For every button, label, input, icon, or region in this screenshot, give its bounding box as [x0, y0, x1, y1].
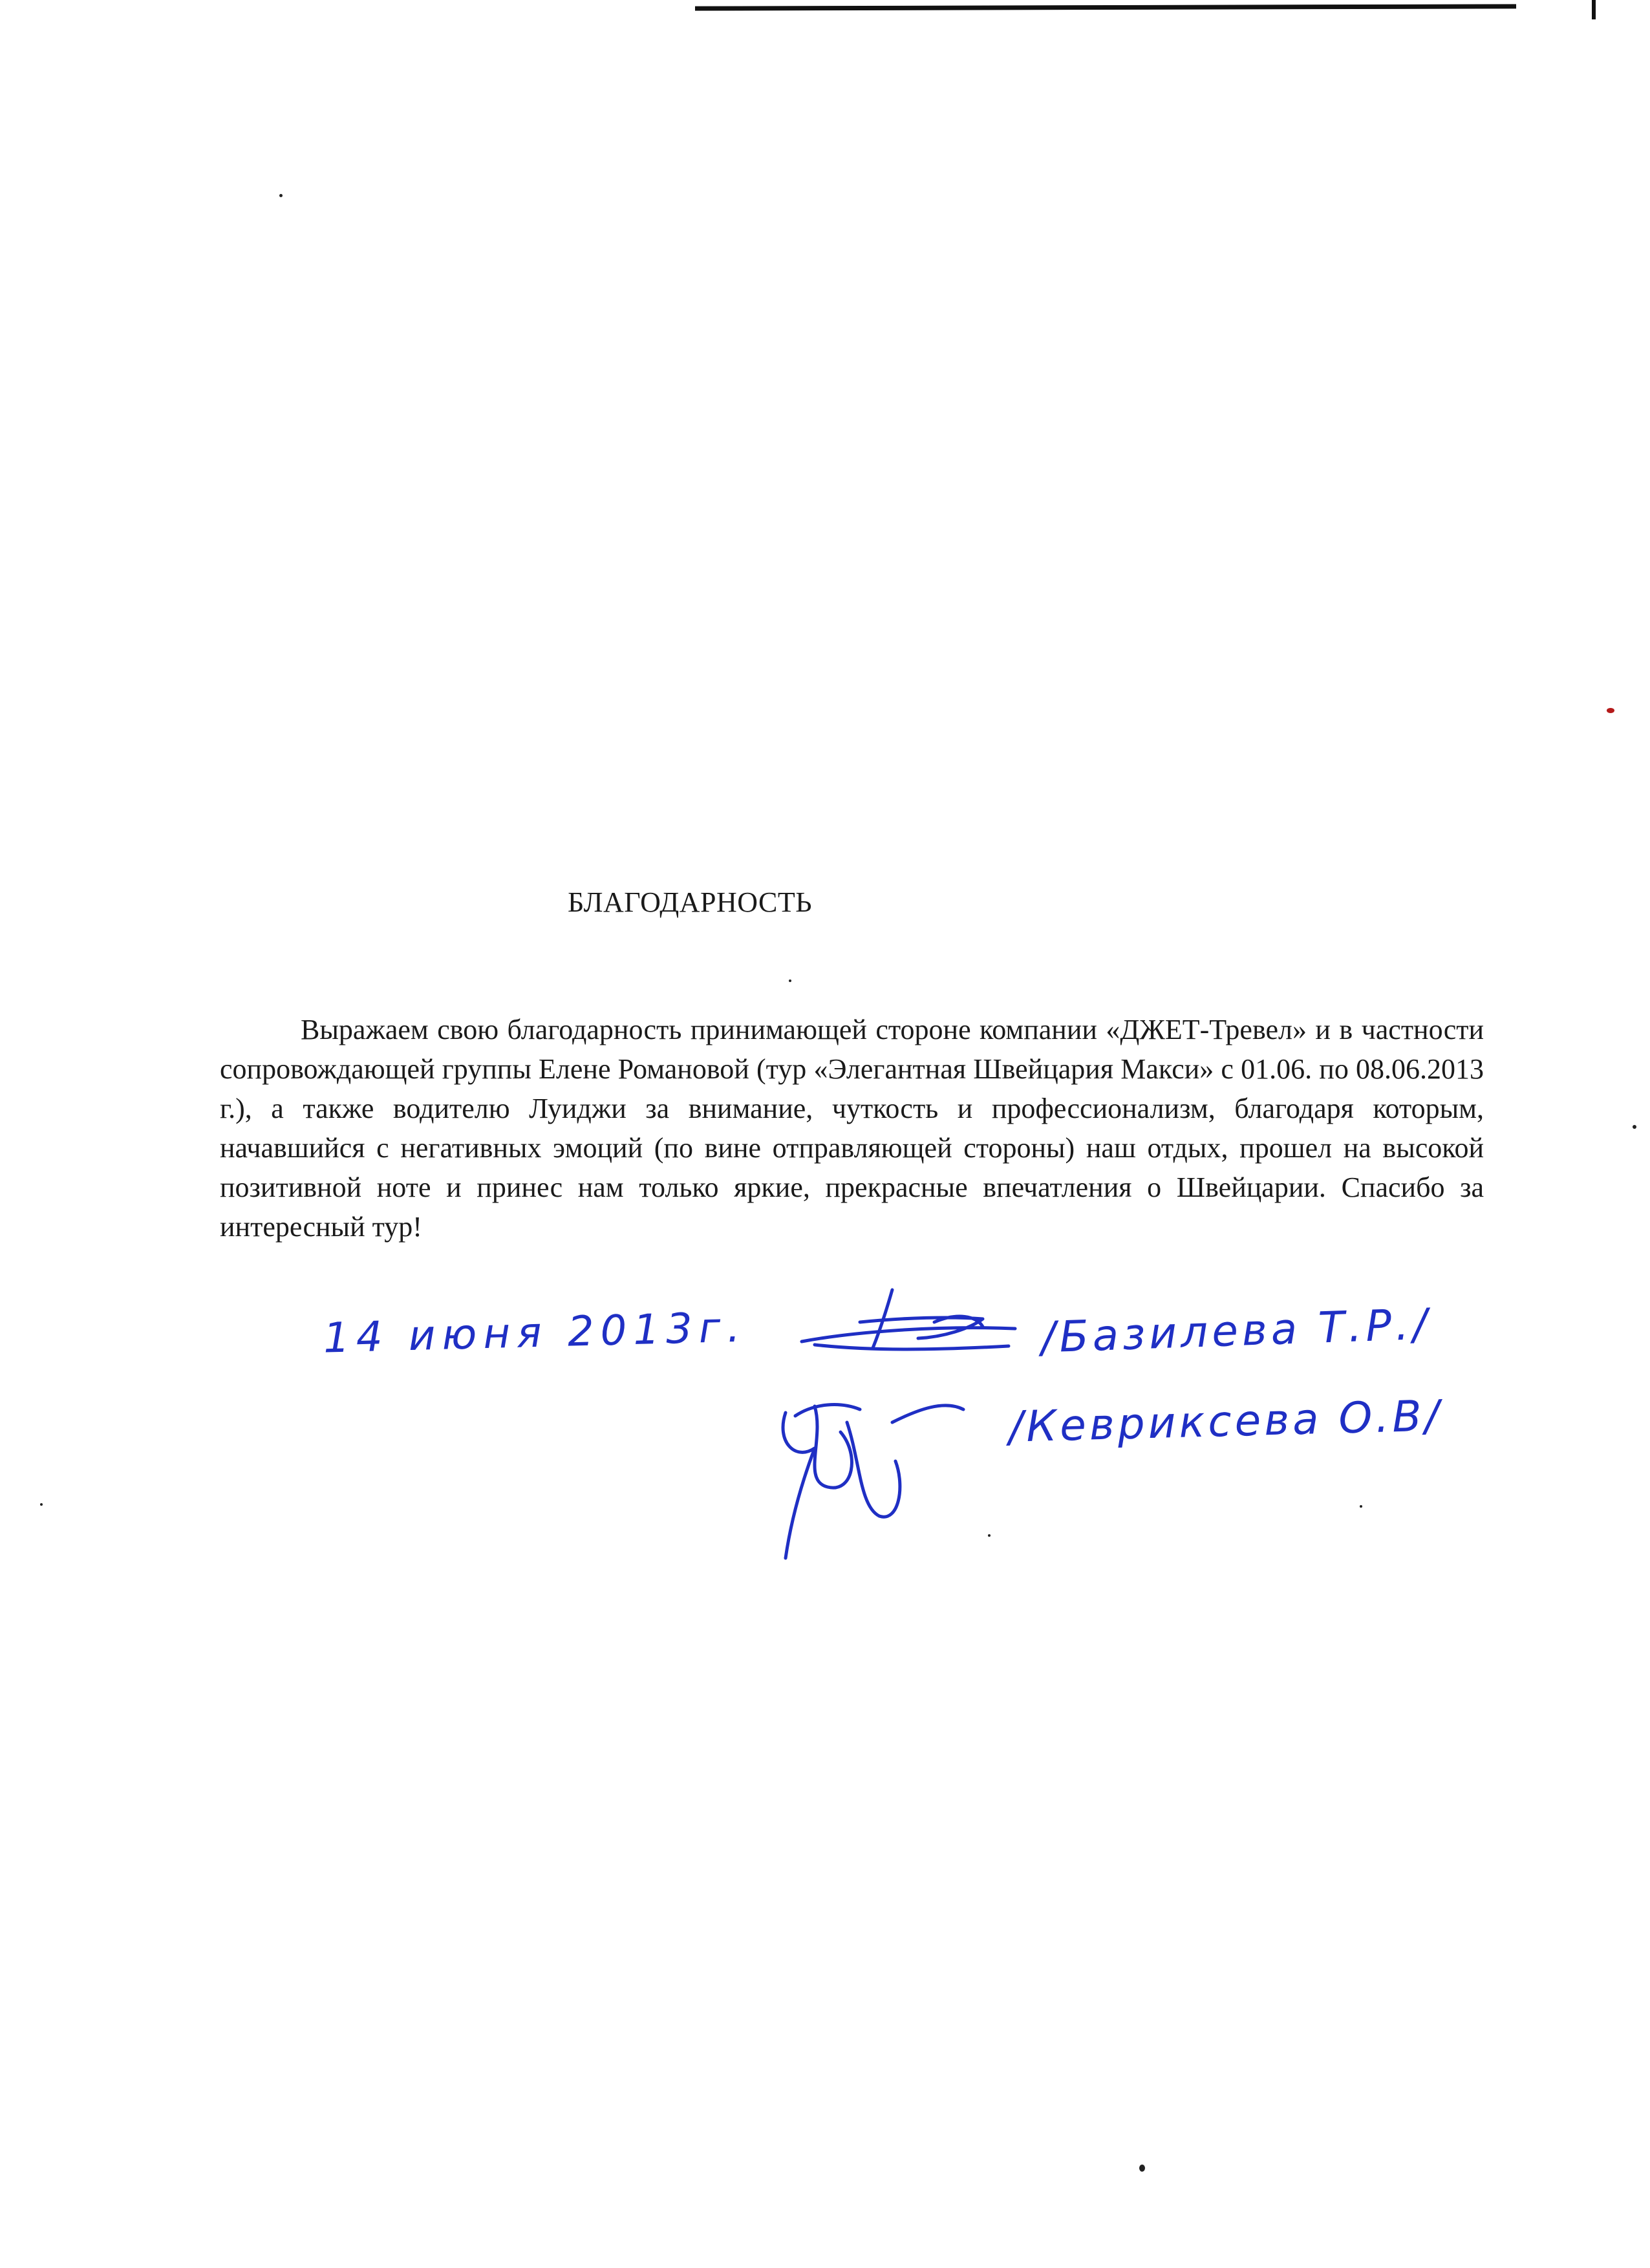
scan-edge-mark: [1592, 0, 1596, 19]
document-title: БЛАГОДАРНОСТЬ: [568, 886, 813, 918]
scan-speck: [789, 979, 791, 982]
handwritten-name-2: /Кевриксева О.В/: [1008, 1391, 1443, 1452]
scan-speck: [40, 1503, 43, 1506]
scan-speck: [279, 194, 283, 197]
signature-1: [802, 1290, 1015, 1349]
scan-speck: [1633, 1125, 1636, 1129]
scan-border-line: [695, 4, 1516, 10]
handwritten-name-1: /Базилева Т.Р./: [1040, 1299, 1432, 1363]
scan-speck: [988, 1534, 991, 1537]
scan-speck: [1360, 1505, 1362, 1508]
handwritten-date: 14 июня 2013г.: [323, 1303, 747, 1363]
signature-2: [783, 1405, 963, 1558]
scan-speck: [1607, 708, 1614, 713]
scan-speck: [1139, 2165, 1145, 2172]
letter-body: Выражаем свою благодарность принимающей стороне компании «ДЖЕТ-Тревел» и в частности сопровождающей группы Елене Романовой (тур «Элегантная Швейцария Макси» с 01.06. по 08.06.2013 г.), а также водителю Луиджи за внимание, чуткость и профессионализм, благодаря которым, начавшийся с негативных эмоций (по вине отправляющей стороны) наш отдых, прошел на высокой позитивной ноте и принес нам только яркие, прекрасные впечатления о Швейцарии. Спасибо за интересный тур!: [220, 1014, 1484, 1243]
